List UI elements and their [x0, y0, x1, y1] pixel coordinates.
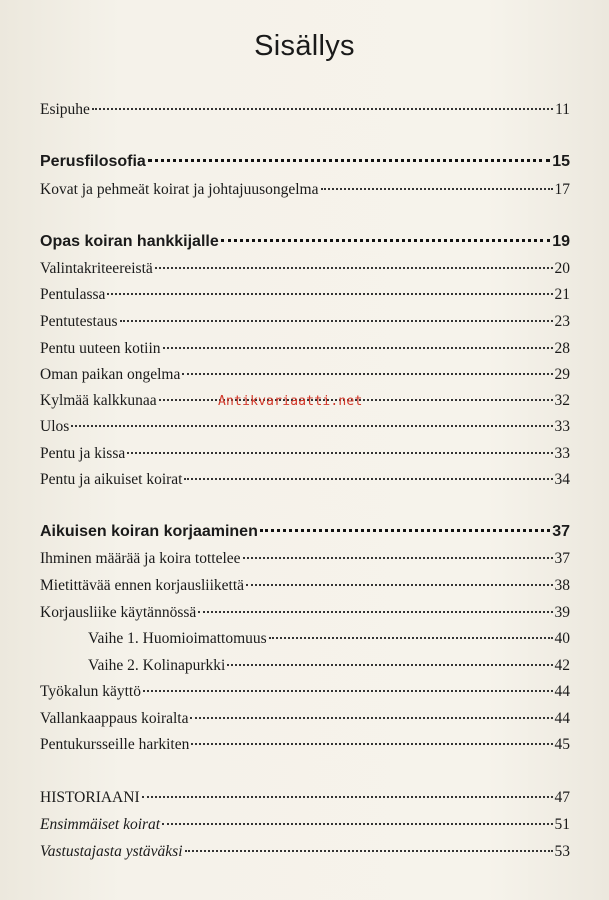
toc-entry-page: 51 — [554, 816, 570, 833]
toc-entry-label: Pentu ja aikuiset koirat — [40, 471, 183, 488]
toc-entry-page: 28 — [554, 340, 570, 357]
toc-entry-page: 53 — [554, 843, 570, 860]
toc-entry — [40, 444, 570, 464]
dot-leader — [92, 107, 553, 110]
toc-entry — [40, 735, 570, 755]
toc-entry — [40, 576, 570, 596]
page-title: Sisällys — [254, 30, 355, 62]
toc-entry — [40, 180, 570, 200]
toc-entry — [40, 470, 570, 490]
toc-entry — [40, 549, 570, 569]
toc-entry-label: Pentu ja kissa — [40, 445, 126, 462]
toc-entry-label: Vaihe 1. Huomioimattomuus — [88, 630, 267, 647]
dot-leader — [185, 849, 553, 852]
toc-entry-label: Työkalun käyttö — [40, 683, 141, 700]
toc-entry-label: Korjausliike käytännössä — [40, 604, 197, 621]
toc-entry-page: 34 — [554, 471, 570, 488]
toc-entry-label: Esipuhe — [40, 101, 90, 118]
toc-entry-label: Vaihe 2. Kolinapurkki — [88, 657, 226, 674]
dot-leader — [148, 158, 550, 162]
toc-entry — [40, 365, 570, 385]
toc-entry-label: Vallankaappaus koiralta — [40, 710, 189, 727]
toc-entry — [40, 100, 570, 120]
toc-entry-page: 44 — [554, 683, 570, 700]
dot-leader — [243, 556, 553, 559]
toc-entry-page: 39 — [554, 604, 570, 621]
toc-entry-label: Ihminen määrää ja koira tottelee — [40, 550, 241, 567]
toc-subentry — [40, 656, 570, 676]
toc-entry-page: 45 — [554, 736, 570, 753]
dot-leader — [221, 238, 550, 242]
toc-entry — [40, 788, 570, 808]
toc-entry-page: 19 — [552, 233, 570, 250]
dot-leader — [71, 424, 552, 427]
dot-leader — [191, 742, 552, 745]
toc-entry — [40, 842, 570, 862]
toc-entry-label: Pentukursseille harkiten — [40, 736, 190, 753]
toc-entry-page: 21 — [554, 286, 570, 303]
toc-entry-label: Pentu uuteen kotiin — [40, 340, 161, 357]
toc-entry — [40, 815, 570, 835]
toc-entry-page: 20 — [554, 260, 570, 277]
dot-leader — [246, 583, 552, 586]
dot-leader — [198, 610, 552, 613]
toc-entry — [40, 709, 570, 729]
toc-subentry — [40, 629, 570, 649]
dot-leader — [260, 528, 550, 532]
toc-entry — [40, 339, 570, 359]
toc-entry — [40, 603, 570, 623]
toc-entry-page: 44 — [554, 710, 570, 727]
dot-leader — [155, 266, 553, 269]
toc-entry-label: HISTORIAANI — [40, 789, 140, 806]
toc-section-heading — [40, 232, 570, 252]
dot-leader — [120, 319, 553, 322]
dot-leader — [321, 187, 553, 190]
toc-entry-label: Ulos — [40, 418, 70, 435]
toc-section-heading — [40, 152, 570, 172]
toc-entry-label: Pentutestaus — [40, 313, 118, 330]
toc-entry — [40, 312, 570, 332]
dot-leader — [107, 292, 552, 295]
toc-entry-page: 11 — [555, 101, 570, 118]
toc-entry-page: 15 — [552, 153, 570, 170]
toc-entry-label: Opas koiran hankkijalle — [40, 233, 219, 250]
dot-leader — [162, 822, 552, 825]
dot-leader — [184, 477, 552, 480]
toc-entry-label: Mietittävää ennen korjausliikettä — [40, 577, 245, 594]
toc-entry — [40, 417, 570, 437]
toc-entry-label: Pentulassa — [40, 286, 106, 303]
toc-entry-page: 37 — [554, 550, 570, 567]
toc-entry-page: 23 — [554, 313, 570, 330]
toc-entry-label: Aikuisen koiran korjaaminen — [40, 523, 258, 540]
toc-entry-page: 40 — [554, 630, 570, 647]
dot-leader — [142, 795, 553, 798]
toc-entry-label: Ensimmäiset koirat — [40, 816, 161, 833]
toc-entry — [40, 682, 570, 702]
dot-leader — [163, 346, 553, 349]
toc-entry-label: Kovat ja pehmeät koirat ja johtajuusongelma — [40, 181, 319, 198]
toc-entry-page: 33 — [554, 445, 570, 462]
toc-entry — [40, 285, 570, 305]
toc-entry-page: 42 — [554, 657, 570, 674]
dot-leader — [127, 451, 552, 454]
toc-entry — [40, 259, 570, 279]
toc-section-heading — [40, 522, 570, 542]
toc-entry-page: 17 — [554, 181, 570, 198]
toc-entry-label: Valintakriteereistä — [40, 260, 153, 277]
toc-entry-page: 33 — [554, 418, 570, 435]
toc-entry-page: 37 — [552, 523, 570, 540]
dot-leader — [269, 636, 553, 639]
toc-entry-page: 32 — [554, 392, 570, 409]
dot-leader — [227, 663, 552, 666]
dot-leader — [182, 372, 552, 375]
toc-entry-label: Perusfilosofia — [40, 153, 146, 170]
toc-entry-label: Oman paikan ongelma — [40, 366, 181, 383]
watermark-text: Antikvariaatti.net — [218, 394, 363, 409]
toc-entry-label: Kylmää kalkkunaa — [40, 392, 157, 409]
toc-entry-page: 29 — [554, 366, 570, 383]
dot-leader — [143, 689, 553, 692]
toc-entry-label: Vastustajasta ystäväksi — [40, 843, 183, 860]
toc-entry-page: 47 — [554, 789, 570, 806]
dot-leader — [190, 716, 552, 719]
toc-entry-page: 38 — [554, 577, 570, 594]
